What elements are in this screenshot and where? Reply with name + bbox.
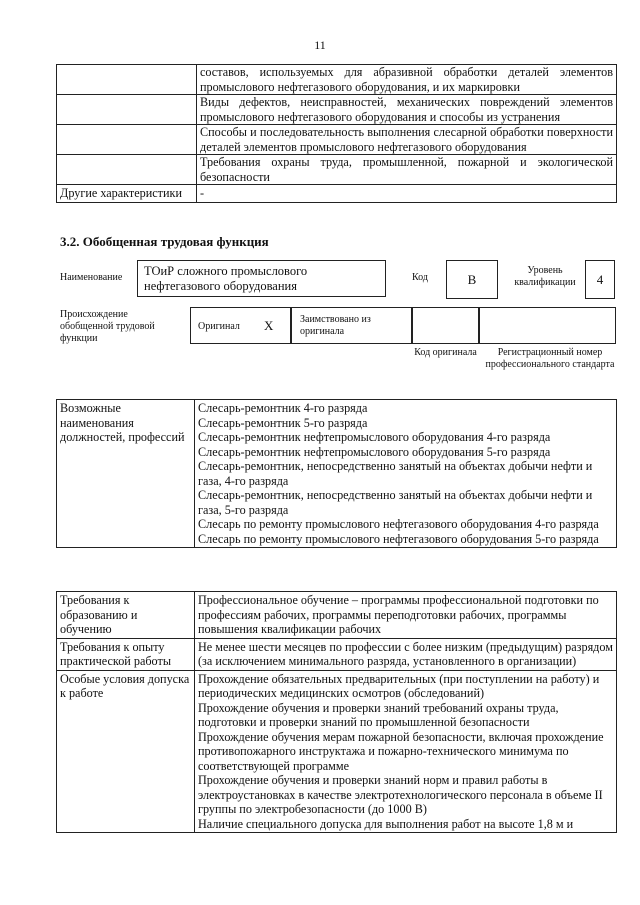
original-label: Оригинал: [198, 321, 240, 332]
original-mark: X: [264, 318, 274, 333]
table-cell-right: Виды дефектов, неисправностей, механических повреждений элементов промыслового нефтегазового оборудования и способы из устранения: [197, 95, 617, 125]
code-label: Код: [412, 272, 428, 283]
table-cell-right: составов, используемых для абразивной обработки деталей элементов промыслового нефтегазового оборудования, и их маркировки: [197, 65, 617, 95]
admission-list: [195, 670, 617, 833]
list-item: Слесарь по ремонту промыслового нефтегазового оборудования 5-го разряда: [198, 531, 599, 546]
list-item: Прохождение обучения мерам пожарной безопасности, включая прохождение противопожарного инструктажа и пожарно-технического минимума по соответствующей программе: [198, 729, 604, 773]
other-characteristics-label: Другие характеристики: [57, 185, 197, 203]
list-item: Слесарь-ремонтник нефтепромыслового оборудования 5-го разряда: [198, 444, 551, 459]
table-row: [57, 592, 617, 639]
function-code-box: B: [446, 260, 498, 299]
list-item: Слесарь-ремонтник 4-го разряда: [198, 401, 368, 415]
table-row: [57, 400, 617, 548]
list-item: Слесарь-ремонтник нефтепромыслового оборудования 4-го разряда: [198, 430, 551, 444]
requirements-table: [56, 591, 617, 833]
positions-list: [195, 400, 617, 548]
list-item: Слесарь-ремонтник, непосредственно занятый на объектах добычи нефти и газа, 4-го разряда: [198, 459, 593, 488]
level-label: Уровень квалификации: [514, 265, 576, 288]
table-cell-right: Способы и последовательность выполнения слесарной обработки поверхности деталей элементов промыслового нефтегазового оборудования: [197, 125, 617, 155]
origin-label: Происхождение обобщенной трудовой функции: [60, 309, 155, 344]
table-row: [57, 185, 617, 203]
positions-label: Возможные наименования должностей, профессий: [57, 400, 195, 548]
education-label: Требования к образованию и обучению: [57, 592, 195, 639]
registration-number-caption: Регистрационный номер профессионального стандарта: [485, 347, 615, 370]
list-item: Слесарь-ремонтник, непосредственно занятый на объектах добычи нефти и газа, 5-го разряда: [198, 488, 593, 517]
other-characteristics-value: -: [197, 185, 617, 203]
table-cell-right: Требования охраны труда, промышленной, пожарной и экологической безопасности: [197, 155, 617, 185]
table-row: [57, 125, 617, 155]
knowledge-table: [56, 64, 617, 203]
registration-number-box: [479, 307, 616, 344]
admission-label: Особые условия допуска к работе: [57, 670, 195, 833]
list-item: Прохождение обязательных предварительных (при поступлении на работу) и периодических медицинских осмотров (обследований): [198, 671, 600, 700]
table-cell-left: [57, 65, 197, 95]
list-item: Слесарь по ремонту промыслового нефтегазового оборудования 4-го разряда: [198, 517, 599, 531]
table-row: [57, 670, 617, 833]
table-cell-left: [57, 95, 197, 125]
name-label: Наименование: [60, 272, 123, 283]
table-row: [57, 95, 617, 125]
education-value: Профессиональное обучение – программы профессиональной подготовки по профессиям рабочих, программы переподготовки рабочих, программы повышения квалификации рабочих: [195, 592, 617, 639]
original-code-caption: Код оригинала: [414, 347, 477, 358]
list-item: Наличие специального допуска для выполнения работ на высоте 1,8 м и: [198, 816, 574, 831]
borrowed-box: Заимствовано из оригинала: [291, 307, 412, 344]
experience-value: Не менее шести месяцев по профессии с более низким (предыдущим) разрядом (за исключением минимального разряда, установленного в организации): [195, 638, 617, 670]
table-row: [57, 155, 617, 185]
list-item: Прохождение обучения и проверки знаний требований охраны труда, подготовки и проверки знаний по промышленной безопасности: [198, 700, 559, 729]
table-row: [57, 65, 617, 95]
qualification-level-box: 4: [585, 260, 615, 299]
table-cell-left: [57, 155, 197, 185]
function-name-box: ТОиР сложного промыслового нефтегазового оборудования: [137, 260, 386, 297]
experience-label: Требования к опыту практической работы: [57, 638, 195, 670]
table-row: [57, 638, 617, 670]
original-code-box: [412, 307, 479, 344]
list-item: Прохождение обучения и проверки знаний норм и правил работы в электроустановках в качестве электротехнологического персонала в объеме II группы по электробезопасности (до 1000 В): [198, 773, 603, 816]
section-title: 3.2. Обобщенная трудовая функция: [60, 234, 269, 249]
table-cell-left: [57, 125, 197, 155]
list-item: Слесарь-ремонтник 5-го разряда: [198, 415, 368, 430]
positions-table: [56, 399, 617, 548]
page-number: 11: [314, 38, 326, 52]
